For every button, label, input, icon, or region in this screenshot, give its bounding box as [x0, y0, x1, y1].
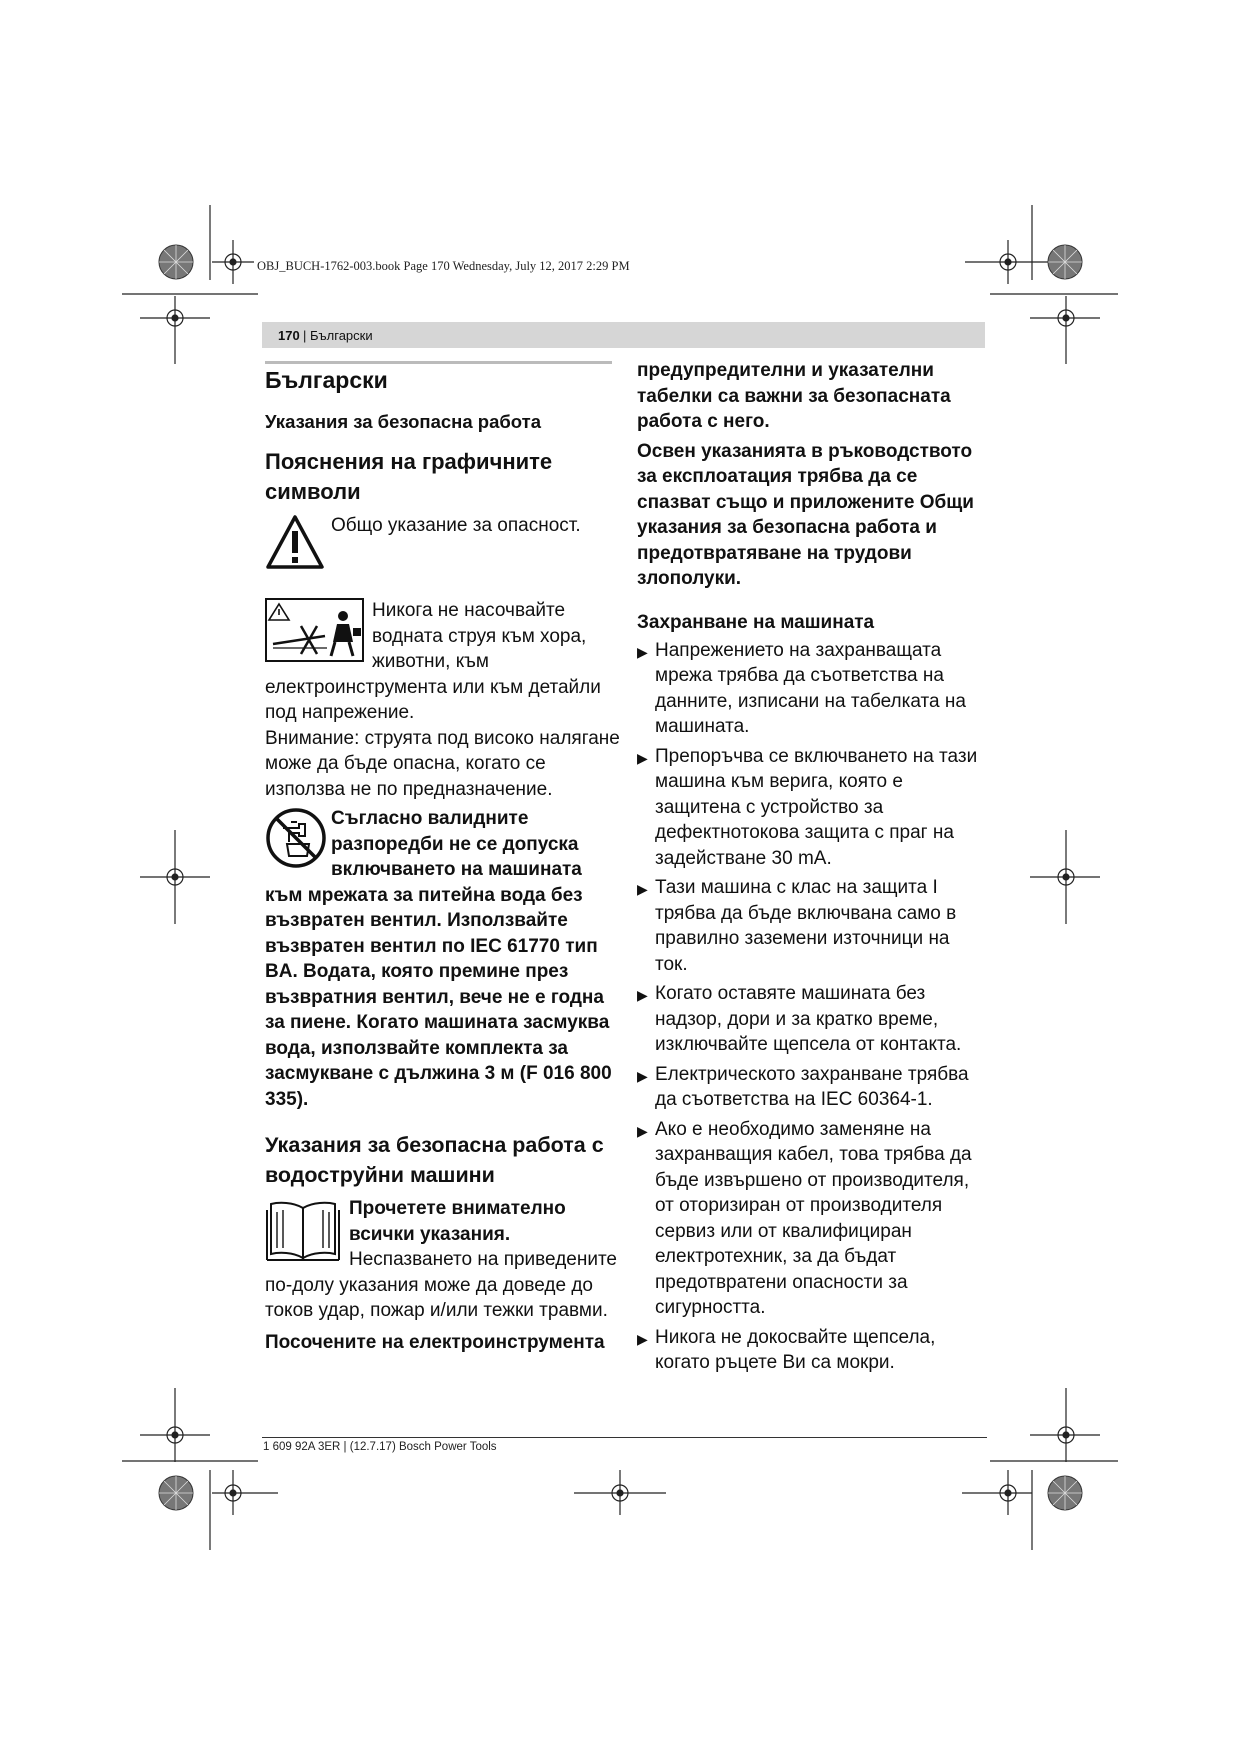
title-rule	[265, 361, 612, 364]
warning-labels-continued: предупредителни и указателни табелки са важни за безопасната работа с него.	[637, 360, 951, 432]
list-item: ▶ Когато оставяте машината без надзор, дори и за кратко време, изключвайте щепсела от контакта.	[637, 983, 962, 1055]
warning-labels-lead: Посочените на електроинструмента	[265, 1331, 605, 1353]
symbol-no-spray-note: Внимание: струята под високо налягане може да бъде опасна, когато се използва не по предназначение.	[265, 727, 620, 800]
warning-triangle-icon	[265, 513, 331, 576]
symbols-heading: Пояснения на графичните символи	[265, 449, 553, 504]
bullet-arrow-icon: ▶	[637, 643, 648, 660]
list-item: ▶ Напрежението на захранващата мрежа трябва да съответства на данните, изписани на табелката на машината.	[637, 639, 966, 737]
header-separator: |	[303, 328, 307, 343]
no-spray-people-icon	[265, 598, 372, 666]
print-line: OBJ_BUCH-1762-003.book Page 170 Wednesday, July 12, 2017 2:29 PM	[257, 259, 630, 273]
header-language: Български	[310, 328, 373, 343]
read-instructions-block	[265, 1196, 620, 1324]
symbol-no-spray-text: Никога не насочвайте водната струя към хора, животни, към електроинструмента или към детайли под напрежение.	[265, 600, 601, 723]
page-number: 170	[278, 328, 300, 343]
general-safety-note: Освен указанията в ръководството за експлоатация трябва да се спазват също и приложените Общи указания за безопасна работа и предотвратяване на трудови злополуки.	[637, 440, 974, 589]
symbol-general-danger-text: Общо указание за опасност.	[331, 515, 581, 536]
symbol-no-drinking-water	[265, 806, 620, 1112]
symbol-no-drinking-water-text: Съгласно валидните разпоредби не се допуска включването на машината към мрежата за питейна вода без възвратен вентил. Използвайте възвратен вентил по IEC 61770 тип BA. Водата, която премине през възвратния вентил, вече не е годна за пиене. Когато машината засмуква вода, използвайте комплекта за засмукване с дължина 3 м (F 016 800 335).	[265, 808, 612, 1110]
no-drinking-water-icon	[265, 806, 331, 880]
bullet-arrow-icon: ▶	[637, 881, 648, 897]
waterjet-safety-heading: Указания за безопасна работа с водоструйни машини	[265, 1133, 604, 1187]
manual-book-icon	[265, 1196, 349, 1270]
symbol-no-spray	[265, 598, 620, 802]
power-supply-list	[637, 638, 987, 1376]
bullet-arrow-icon: ▶	[637, 987, 648, 1003]
list-item: ▶ Препоръчва се включването на тази машина към верига, която е защитена с устройство за дефектнотокова защита с праг на задействане 30 mA.	[637, 745, 978, 869]
read-instructions-bold: Прочетете внимателно всички указания.	[349, 1198, 566, 1245]
bullet-arrow-icon: ▶	[637, 1067, 648, 1084]
list-item: ▶ Тази машина с клас на защита I трябва да бъде включвана само в правилно заземени източници на ток.	[637, 877, 957, 975]
page-title: Български	[265, 367, 388, 393]
footer-rule	[262, 1437, 987, 1438]
read-instructions-text: Неспазването на приведените по-долу указания може да доведе до токов удар, пожар и/или тежки травми.	[265, 1249, 618, 1321]
bullet-arrow-icon: ▶	[637, 1122, 648, 1139]
bullet-arrow-icon: ▶	[637, 749, 648, 766]
symbol-general-danger	[265, 513, 620, 576]
bullet-arrow-icon: ▶	[637, 1330, 648, 1347]
right-column	[637, 358, 987, 1380]
power-supply-heading: Захранване на машината	[637, 611, 875, 633]
footer-text: 1 609 92A 3ER | (12.7.17) Bosch Power Tools	[263, 1441, 497, 1453]
safety-subtitle: Указания за безопасна работа	[265, 411, 541, 432]
list-item: ▶ Ако е необходимо заменяне на захранващия кабел, това трябва да бъде извършено от производителя, от оторизиран от производителя сервиз или от квалифициран електротехник, за да бъдат предотвратени опасности за сигурността.	[637, 1118, 972, 1318]
left-column	[265, 365, 620, 1356]
list-item: ▶ Никога не докосвайте щепсела, когато ръцете Ви са мокри.	[637, 1326, 936, 1373]
list-item: ▶ Електрическото захранване трябва да съответства на IEC 60364-1.	[637, 1063, 969, 1110]
